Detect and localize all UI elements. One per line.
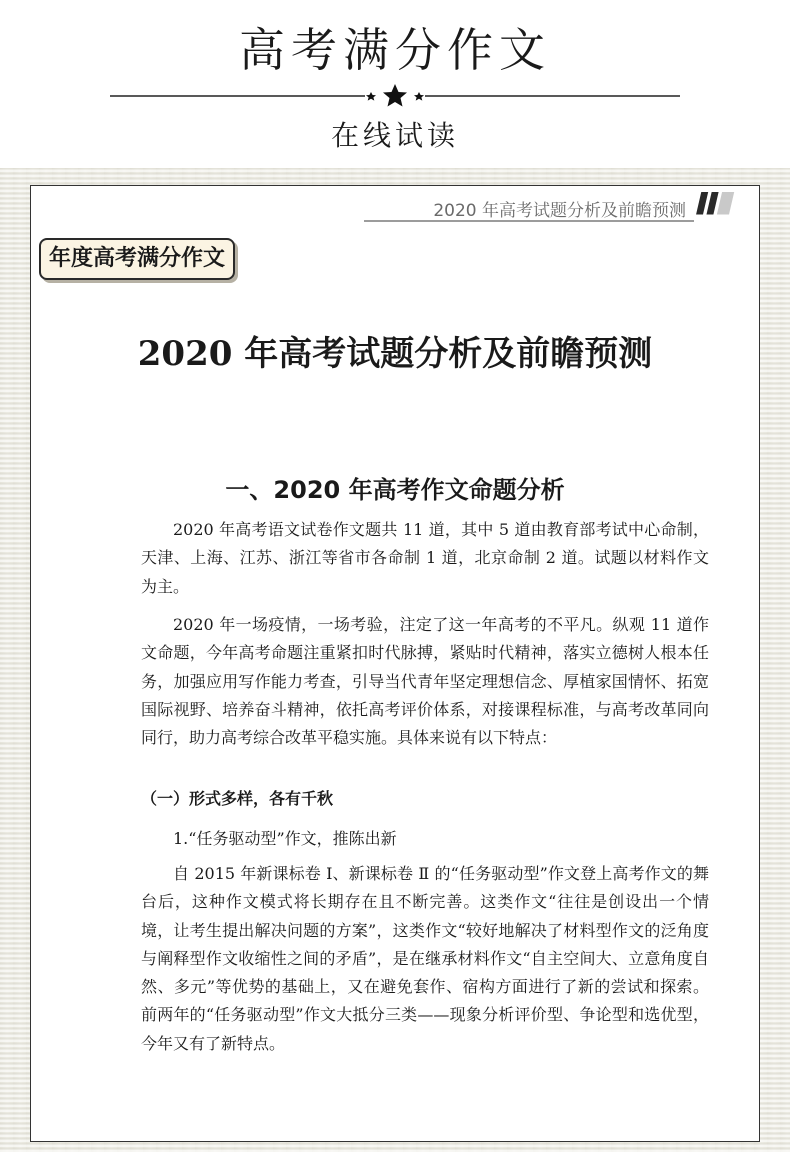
running-head-text: 2020 年高考试题分析及前瞻预测: [433, 201, 686, 221]
subtitle: 在线试读: [330, 119, 459, 152]
top-banner: [0, 0, 790, 168]
sub-heading: （一）形式多样，各有千秋: [141, 789, 334, 808]
small-star-icon-right: [414, 92, 424, 101]
paragraph-1: 2020 年高考语文试卷作文题共 11 道，其中 5 道由教育部考试中心命制，天津、上海、江苏、浙江等省市各命制 1 道，北京命制 2 道。试题以材料作文为主。: [141, 520, 709, 596]
section-tab: 年度高考满分作文: [39, 238, 235, 280]
paragraph-2: 2020 年一场疫情，一场考验，注定了这一年高考的不平凡。纵观 11 道作文命题，今年高考命题注重紧扣时代脉搏，紧贴时代精神，落实立德树人根本任务，加强应用写作能力考查，引导当代青年坚定理想信念、厚植家国情怀、拓宽国际视野、培养奋斗精神，依托高考评价体系，对接课程标准，与高考改革同向同行，助力高考综合改革平稳实施。具体来说有以下特点：: [141, 615, 709, 748]
star-divider: [110, 84, 680, 108]
small-star-icon-left: [366, 92, 376, 101]
page-title: 2020 年高考试题分析及前瞻预测: [137, 334, 653, 374]
big-star-icon: [383, 84, 407, 107]
section-heading: 一、2020 年高考作文命题分析: [225, 476, 565, 504]
paragraph-3: 自 2015 年新课标卷 I、新课标卷 Ⅱ 的“任务驱动型”作文登上高考作文的舞台后，这种作文模式将长期存在且不断完善。这类作文“往往是创设出一个情境，让考生提出解决问题的方案”，这类作文“较好地解决了材料型作文的泛角度与阐释型作文收缩性之间的矛盾”，是在继承材料作文“自主空间大、立意角度自然、多元”等优势的基础上，又在避免套作、宿构方面进行了新的尝试和探索。前两年的“任务驱动型”作文大抵分三类——现象分析评价型、争论型和选优型，今年又有了新特点。: [141, 864, 709, 1053]
slash-bars-icon: [693, 192, 739, 218]
main-title: 高考满分作文: [239, 23, 551, 77]
running-head: [364, 196, 694, 222]
book-page: [30, 185, 760, 1142]
item-heading: 1.“任务驱动型”作文，推陈出新: [173, 829, 397, 848]
